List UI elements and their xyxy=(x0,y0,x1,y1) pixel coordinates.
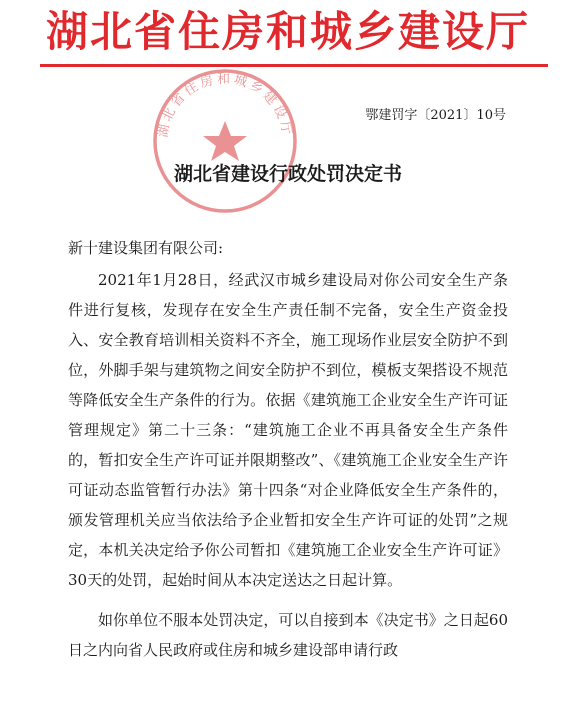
org-header-title: 湖北省住房和城乡建设厅 xyxy=(45,7,530,56)
document-number: 鄂建罚字〔2021〕10号 xyxy=(365,108,506,123)
document-body xyxy=(68,265,508,665)
document-title: 湖北省建设行政处罚决定书 xyxy=(173,163,402,185)
body-paragraph: 如你单位不服本处罚决定，可以自接到本《决定书》之日起60日之内向省人民政府或住房和城乡建设部申请行政 xyxy=(68,611,508,659)
seal-arc-text: 湖北省住房和城乡建设厅 xyxy=(155,72,295,139)
official-seal-icon xyxy=(150,66,300,216)
salutation: 新十建设集团有限公司: xyxy=(68,239,224,257)
body-paragraph: 2021年1月28日，经武汉市城乡建设局对你公司安全生产条件进行复核，发现存在安全生产责任制不完备，安全生产资金投入、安全教育培训相关资料不齐全，施工现场作业层安全防护不到位，外脚手架与建筑物之间安全防护不到位，模板支架搭设不规范等降低安全生产条件的行为。依据《建筑施工企业安全生产许可证管理规定》第二十三条：“建筑施工企业不再具备安全生产条件的，暂扣安全生产许可证并限期整改”、《建筑施工企业安全生产许可证动态监管暂行办法》第十四条“对企业降低安全生产条件的，颁发管理机关应当依法给予企业暂扣安全生产许可证的处罚”之规定，本机关决定给予你公司暂扣《建筑施工企业安全生产许可证》30天的处罚，起始时间从本决定送达之日起计算。 xyxy=(68,271,508,589)
